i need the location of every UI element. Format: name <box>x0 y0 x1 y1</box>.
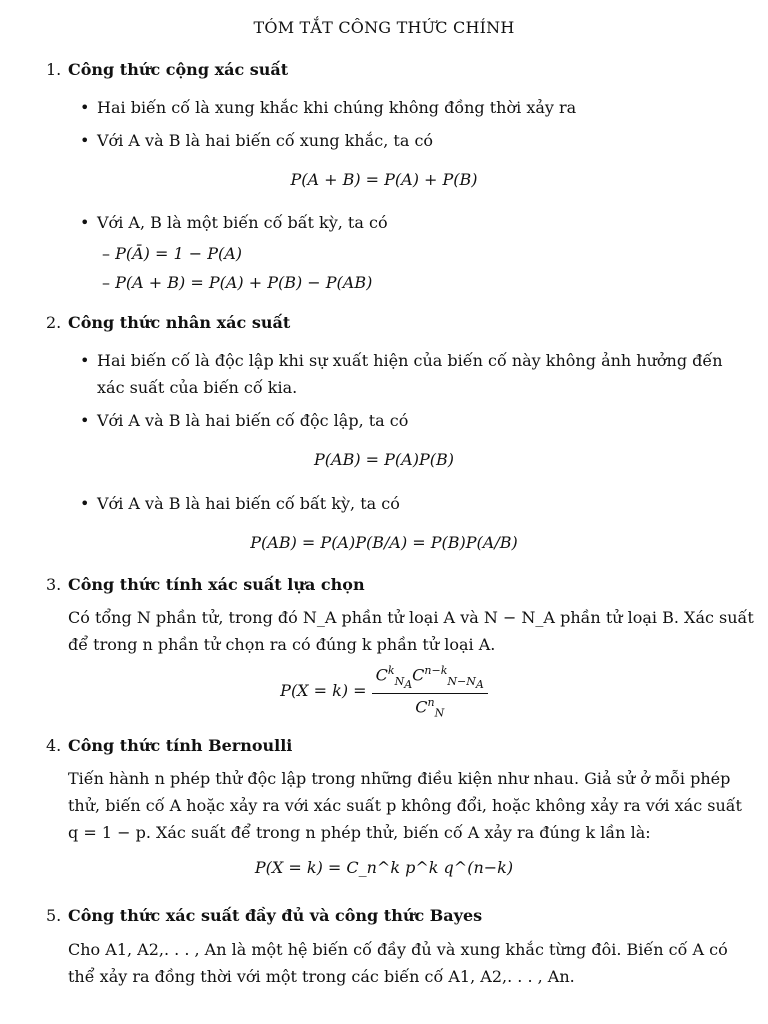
paragraph-line: thử, biến cố A hoặc xảy ra với xác suất p không đổi, hoặc không xảy ra với xác suất <box>68 796 742 815</box>
formula-independent: P(AB) = P(A)P(B) <box>314 450 454 469</box>
section-number: 1. <box>46 60 62 79</box>
bullet-dot: • <box>80 494 90 513</box>
bullet-dot: • <box>80 213 90 232</box>
section-title: Công thức xác suất đầy đủ và công thức Bayes <box>68 906 483 925</box>
section-number: 5. <box>46 906 62 925</box>
dash-formula: P(A + B) = P(A) + P(B) − P(AB) <box>115 273 373 292</box>
formula-general-product: P(AB) = P(A)P(B/A) = P(B)P(A/B) <box>250 533 518 552</box>
section-4-heading <box>46 736 292 755</box>
section-3-heading <box>46 575 365 594</box>
section-title: Công thức tính xác suất lựa chọn <box>68 575 365 594</box>
bullet-text: Hai biến cố là xung khắc khi chúng không đồng thời xảy ra <box>97 98 577 117</box>
section-title: Công thức tính Bernoulli <box>68 736 293 755</box>
section-5-heading <box>46 906 482 925</box>
bullet-item <box>80 127 740 155</box>
section-number: 2. <box>46 313 62 332</box>
section-3-paragraph <box>68 604 768 658</box>
bullet-text: Với A và B là hai biến cố xung khắc, ta có <box>97 131 434 150</box>
bullet-item <box>80 407 740 435</box>
page-title: TÓM TẮT CÔNG THỨC CHÍNH <box>253 18 515 37</box>
bullet-item <box>80 94 740 122</box>
bullet-text: Hai biến cố là độc lập khi sự xuất hiện của biến cố này không ảnh hưởng đến <box>97 351 723 370</box>
section-2-heading <box>46 313 290 332</box>
bullet-dot: • <box>80 131 90 150</box>
bullet-dot: • <box>80 411 90 430</box>
dash-item: – P(Ā) = 1 − P(A) <box>102 244 243 263</box>
bullet-continuation <box>80 374 740 402</box>
section-5-paragraph <box>68 936 768 990</box>
bullet-dot: • <box>80 98 90 117</box>
fraction-denominator: $C^n_N$ <box>415 695 445 720</box>
bullet-text: Với A và B là hai biến cố độc lập, ta có <box>97 411 409 430</box>
bullet-item <box>80 490 740 518</box>
paragraph-line: để trong n phần tử chọn ra có đúng k phần tử loại A. <box>68 635 496 654</box>
section-number: 3. <box>46 575 62 594</box>
bullet-dot: • <box>80 351 90 370</box>
formula-addition: P(A + B) = P(A) + P(B) <box>290 170 478 189</box>
bullet-item <box>80 347 740 375</box>
bullet-text: xác suất của biến cố kia. <box>97 378 298 397</box>
section-1-heading <box>46 60 288 79</box>
paragraph-line: Tiến hành n phép thử độc lập trong những điều kiện như nhau. Giả sử ở mỗi phép <box>68 769 731 788</box>
bullet-item <box>80 209 740 237</box>
section-4-paragraph <box>68 765 768 846</box>
paragraph-line: q = 1 − p. Xác suất để trong n phép thử, biến cố A xảy ra đúng k lần là: <box>68 823 651 842</box>
formula-lhs: P(X = k) = <box>280 681 367 701</box>
formula-bernoulli: P(X = k) = C_n^k p^k q^(n−k) <box>254 858 514 877</box>
bullet-text: Với A, B là một biến cố bất kỳ, ta có <box>97 213 388 232</box>
dash-item: – P(A + B) = P(A) + P(B) − P(AB) <box>102 273 373 292</box>
fraction-numerator: $C^k_{N_A}C^{n-k}_{N-N_A}$ <box>372 664 488 694</box>
section-title: Công thức cộng xác suất <box>68 60 289 79</box>
section-number: 4. <box>46 736 62 755</box>
paragraph-line: Có tổng N phần tử, trong đó N_A phần tử loại A và N − N_A phần tử loại B. Xác suất <box>68 608 754 627</box>
fraction <box>372 664 488 719</box>
formula-hypergeometric <box>0 664 768 719</box>
paragraph-line: thể xảy ra đồng thời với một trong các biến cố A1, A2,. . . , An. <box>68 967 575 986</box>
paragraph-line: Cho A1, A2,. . . , An là một hệ biến cố đầy đủ và xung khắc từng đôi. Biến cố A có <box>68 940 728 959</box>
section-title: Công thức nhân xác suất <box>68 313 291 332</box>
bullet-text: Với A và B là hai biến cố bất kỳ, ta có <box>97 494 400 513</box>
dash-formula: P(Ā) = 1 − P(A) <box>115 244 243 263</box>
